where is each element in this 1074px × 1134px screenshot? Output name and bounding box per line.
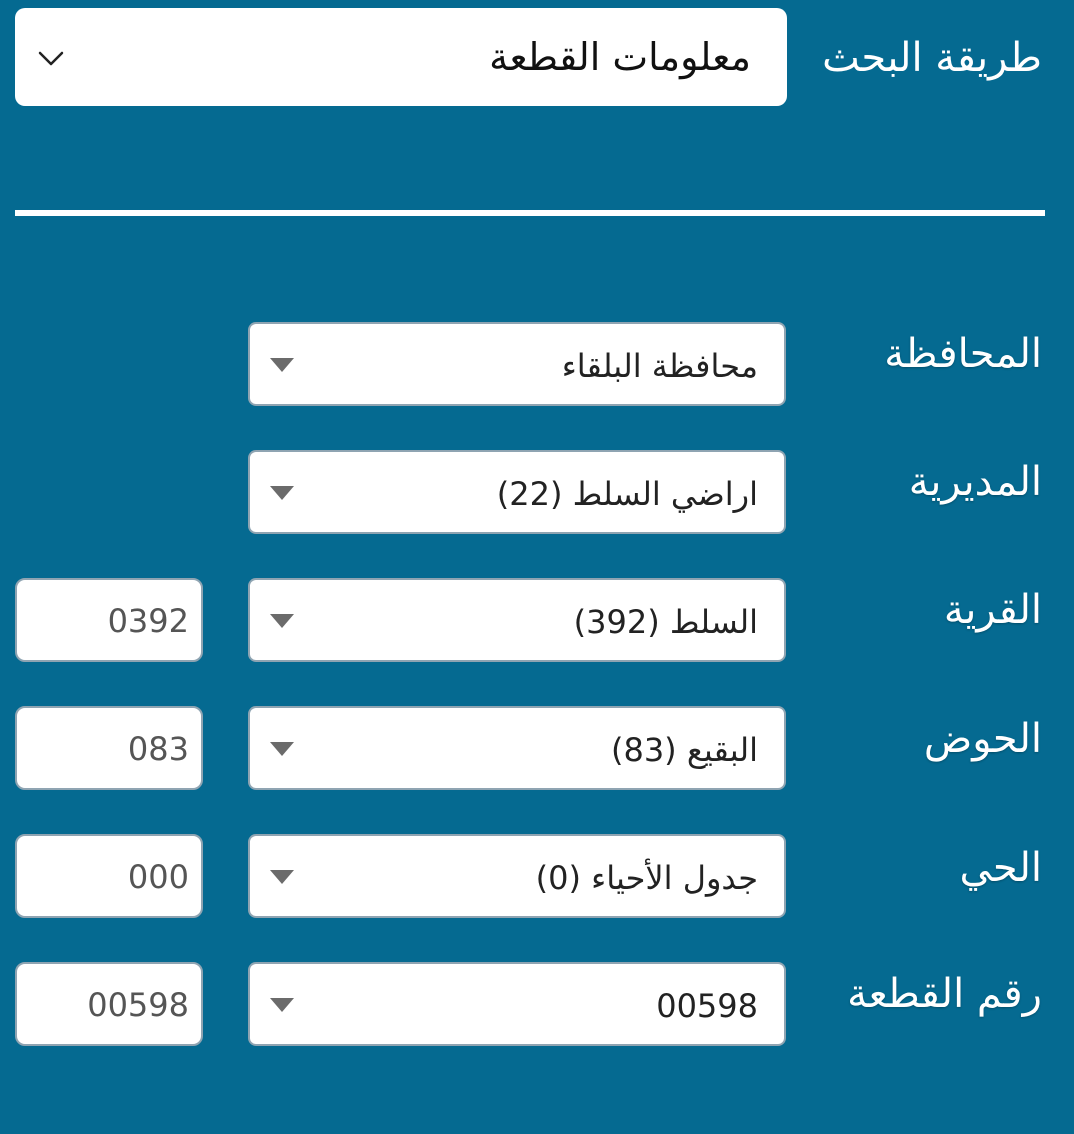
basin-code-value: 083 [127,730,189,768]
search-method-select[interactable] [15,8,787,106]
village-label: القرية [943,587,1042,633]
dropdown-arrow-icon [270,614,294,628]
neighborhood-dropdown[interactable] [248,834,786,918]
chevron-down-icon [37,48,65,68]
neighborhood-value: جدول الأحياء (0) [535,859,758,897]
parcel-number-value: 00598 [656,987,758,1025]
parcel-number-code-value: 00598 [87,986,189,1024]
dropdown-arrow-icon [270,486,294,500]
basin-code-field[interactable] [15,706,203,790]
governorate-value: محافظة البلقاء [561,347,758,385]
village-value: السلط (392) [573,603,758,641]
search-method-value: معلومات القطعة [489,35,751,79]
dropdown-arrow-icon [270,358,294,372]
directorate-label: المديرية [908,459,1042,505]
governorate-dropdown[interactable] [248,322,786,406]
basin-label: الحوض [923,716,1042,762]
dropdown-arrow-icon [270,742,294,756]
basin-value: البقيع (83) [610,731,758,769]
section-divider [15,210,1045,216]
directorate-dropdown[interactable] [248,450,786,534]
parcel-number-label: رقم القطعة [847,971,1042,1017]
neighborhood-label: الحي [959,845,1042,891]
directorate-value: اراضي السلط (22) [496,475,758,513]
search-method-label: طريقة البحث [822,35,1042,81]
parcel-number-dropdown[interactable] [248,962,786,1046]
dropdown-arrow-icon [270,998,294,1012]
neighborhood-code-value: 000 [127,858,189,896]
neighborhood-code-field[interactable] [15,834,203,918]
governorate-label: المحافظة [884,331,1042,377]
village-code-value: 0392 [107,602,189,640]
village-code-field[interactable] [15,578,203,662]
village-dropdown[interactable] [248,578,786,662]
basin-dropdown[interactable] [248,706,786,790]
dropdown-arrow-icon [270,870,294,884]
parcel-number-code-field[interactable] [15,962,203,1046]
